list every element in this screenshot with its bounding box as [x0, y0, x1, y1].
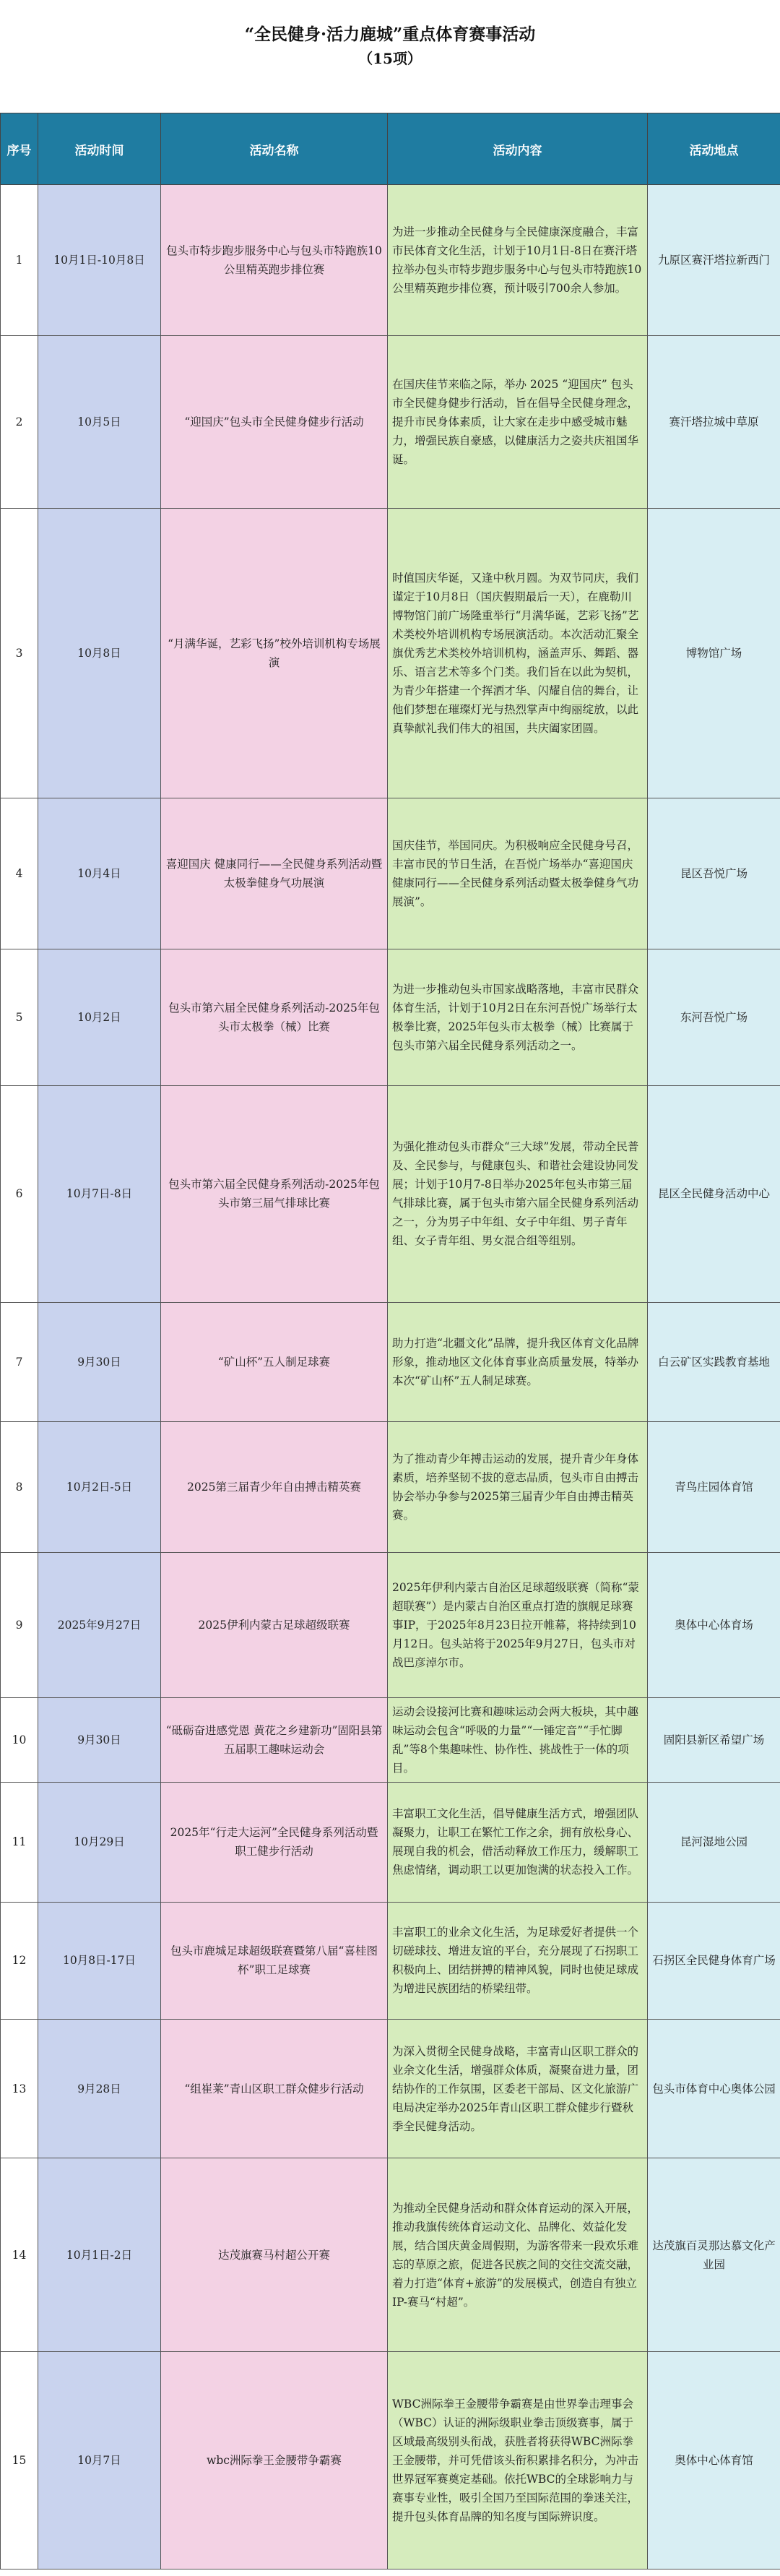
- row-event-name: “组崔莱”青山区职工群众健步行活动: [161, 2019, 388, 2158]
- table-row: [1, 2019, 780, 2158]
- row-event-name: “迎国庆”包头市全民健身健步行活动: [161, 335, 388, 509]
- row-event-name: “矿山杯”五人制足球赛: [161, 1302, 388, 1421]
- table-row: [1, 335, 780, 509]
- row-location: 青鸟庄园体育馆: [648, 1421, 780, 1552]
- row-index: 6: [1, 1085, 38, 1302]
- row-time: 10月7日: [38, 2351, 161, 2569]
- row-location: 昆区全民健身活动中心: [648, 1085, 780, 1302]
- events-table: [0, 113, 780, 2569]
- table-row: [1, 1302, 780, 1421]
- row-event-name: 包头市特步跑步服务中心与包头市特跑族10公里精英跑步排位赛: [161, 185, 388, 336]
- row-index: 14: [1, 2158, 38, 2351]
- row-event-content: 运动会设接河比赛和趣味运动会两大板块，其中趣味运动会包含“呼吸的力量”“一锤定音”“手忙脚乱”等8个集趣味性、协作性、挑战性于一体的项目。: [388, 1697, 648, 1782]
- row-event-content: 为强化推动包头市群众“三大球”发展，带动全民普及、全民参与，与健康包头、和谐社会建设协同发展；计划于10月7-8日举办2025年包头市第三届气排球比赛，属于包头市第六届全民健身系列活动之一，分为男子中年组、女子中年组、男子青年组、女子青年组、男女混合组等组别。: [388, 1085, 648, 1302]
- row-index: 3: [1, 509, 38, 798]
- row-event-name: 2025第三届青少年自由搏击精英赛: [161, 1421, 388, 1552]
- row-location: 包头市体育中心奥体公园: [648, 2019, 780, 2158]
- row-location: 昆区吾悦广场: [648, 798, 780, 949]
- row-location: 固阳县新区希望广场: [648, 1697, 780, 1782]
- row-index: 10: [1, 1697, 38, 1782]
- row-event-content: 丰富职工的业余文化生活，为足球爱好者提供一个切磋球技、增进友谊的平台，充分展现了石拐职工积极向上、团结拼搏的精神风貌，同时也使足球成为增进民族团结的桥梁纽带。: [388, 1903, 648, 2020]
- row-event-content: 为进一步推动包头市国家战略落地，丰富市民群众体育生活，计划于10月2日在东河吾悦广场举行太极拳比赛，2025年包头市太极拳（械）比赛属于包头市第六届全民健身系列活动之一。: [388, 949, 648, 1085]
- row-event-name: 包头市第六届全民健身系列活动-2025年包头市太极拳（械）比赛: [161, 949, 388, 1085]
- row-event-name: 包头市第六届全民健身系列活动-2025年包头市第三届气排球比赛: [161, 1085, 388, 1302]
- row-time: 9月30日: [38, 1697, 161, 1782]
- row-time: 9月30日: [38, 1302, 161, 1421]
- row-time: 10月1日-10月8日: [38, 185, 161, 336]
- table-row: [1, 185, 780, 336]
- row-time: 10月2日: [38, 949, 161, 1085]
- row-index: 4: [1, 798, 38, 949]
- header-location: 活动地点: [648, 113, 780, 185]
- row-event-content: WBC洲际拳王金腰带争霸赛是由世界拳击理事会（WBC）认证的洲际级职业拳击顶级赛事，属于区域最高级别头衔战，获胜者将获得WBC洲际拳王金腰带，并可凭借该头衔积累排名积分，为冲击世界冠军赛奠定基础。依托WBC的全球影响力与赛事专业性，吸引全国乃至国际范围的拳迷关注，提升包头体育品牌的知名度与国际辨识度。: [388, 2351, 648, 2569]
- table-row: [1, 1552, 780, 1697]
- row-location: 东河吾悦广场: [648, 949, 780, 1085]
- row-event-content: 在国庆佳节来临之际，举办 2025 “迎国庆” 包头市全民健身健步行活动，旨在倡导全民健身理念，提升市民身体素质，让大家在走步中感受城市魅力，增强民族自豪感，以健康活力之姿共庆祖国华诞。: [388, 335, 648, 509]
- row-event-name: “月满华诞，艺彩飞扬”校外培训机构专场展演: [161, 509, 388, 798]
- row-location: 博物馆广场: [648, 509, 780, 798]
- row-event-name: 达茂旗赛马村超公开赛: [161, 2158, 388, 2351]
- header-time: 活动时间: [38, 113, 161, 185]
- row-index: 7: [1, 1302, 38, 1421]
- row-event-content: 2025年伊利内蒙古自治区足球超级联赛（简称“蒙超联赛”）是内蒙古自治区重点打造的旗舰足球赛事IP，于2025年8月23日拉开帷幕，将持续到10月12日。包头站将于2025年9月27日，包头市对战巴彦淖尔市。: [388, 1552, 648, 1697]
- table-row: [1, 2158, 780, 2351]
- row-time: 10月5日: [38, 335, 161, 509]
- table-row: [1, 509, 780, 798]
- row-event-name: “砥砺奋进感党恩 黄花之乡建新功”固阳县第五届职工趣味运动会: [161, 1697, 388, 1782]
- row-time: 10月1日-2日: [38, 2158, 161, 2351]
- row-time: 2025年9月27日: [38, 1552, 161, 1697]
- row-event-content: 为进一步推动全民健身与全民健康深度融合，丰富市民体育文化生活，计划于10月1日-8日在赛汗塔拉举办包头市特步跑步服务中心与包头市特跑族10公里精英跑步排位赛，预计吸引700余人参加。: [388, 185, 648, 336]
- row-location: 石拐区全民健身体育广场: [648, 1903, 780, 2020]
- row-event-name: 2025年“行走大运河”全民健身系列活动暨职工健步行活动: [161, 1782, 388, 1902]
- row-index: 8: [1, 1421, 38, 1552]
- row-index: 12: [1, 1903, 38, 2020]
- row-event-content: 国庆佳节，举国同庆。为积极响应全民健身号召，丰富市民的节日生活，在吾悦广场举办“喜迎国庆 健康同行——全民健身系列活动暨太极拳健身气功展演”。: [388, 798, 648, 949]
- row-location: 达茂旗百灵那达慕文化产业园: [648, 2158, 780, 2351]
- row-event-content: 为深入贯彻全民健身战略，丰富青山区职工群众的业余文化生活，增强群众体质，凝聚奋进力量，团结协作的工作氛围，区委老干部局、区文化旅游广电局决定举办2025年青山区职工群众健步行暨秋季全民健身活动。: [388, 2019, 648, 2158]
- row-location: 奥体中心体育馆: [648, 2351, 780, 2569]
- page-subtitle: （15项）: [358, 50, 422, 67]
- table-row: [1, 1903, 780, 2020]
- row-index: 2: [1, 335, 38, 509]
- table-row: [1, 1697, 780, 1782]
- row-location: 赛汗塔拉城中草原: [648, 335, 780, 509]
- table-row: [1, 1782, 780, 1902]
- header-content: 活动内容: [388, 113, 648, 185]
- table-header-row: [1, 113, 780, 185]
- row-event-name: wbc洲际拳王金腰带争霸赛: [161, 2351, 388, 2569]
- row-index: 9: [1, 1552, 38, 1697]
- row-event-content: 时值国庆华诞，又逢中秋月圆。为双节同庆，我们谨定于10月8日（国庆假期最后一天），在鹿勒川博物馆门前广场隆重举行“月满华诞，艺彩飞扬”艺术类校外培训机构专场展演活动。本次活动汇聚全旗优秀艺术类校外培训机构，涵盖声乐、舞蹈、器乐、语言艺术等多个门类。我们旨在以此为契机，为青少年搭建一个挥洒才华、闪耀自信的舞台，让他们梦想在璀璨灯光与热烈掌声中绚丽绽放，以此真挚献礼我们伟大的祖国，共庆阖家团圆。: [388, 509, 648, 798]
- row-index: 5: [1, 949, 38, 1085]
- row-event-name: 喜迎国庆 健康同行——全民健身系列活动暨太极拳健身气功展演: [161, 798, 388, 949]
- row-time: 10月8日-17日: [38, 1903, 161, 2020]
- header-name: 活动名称: [161, 113, 388, 185]
- row-event-content: 为推动全民健身活动和群众体育运动的深入开展，推动我旗传统体育运动文化、品牌化、效益化发展，结合国庆黄金周假期，为游客带来一段欢乐难忘的草原之旅，促进各民族之间的交往交流交融，着力打造“体育+旅游”的发展模式，创造自有独立IP-赛马“村超”。: [388, 2158, 648, 2351]
- row-location: 昆河湿地公园: [648, 1782, 780, 1902]
- row-index: 13: [1, 2019, 38, 2158]
- row-location: 九原区赛汗塔拉新西门: [648, 185, 780, 336]
- row-event-content: 助力打造“北疆文化”品牌，提升我区体育文化品牌形象，推动地区文化体育事业高质量发展，特举办本次“矿山杯”五人制足球赛。: [388, 1302, 648, 1421]
- row-time: 10月7日-8日: [38, 1085, 161, 1302]
- row-location: 奥体中心体育场: [648, 1552, 780, 1697]
- table-row: [1, 1421, 780, 1552]
- row-location: 白云矿区实践教育基地: [648, 1302, 780, 1421]
- row-time: 10月8日: [38, 509, 161, 798]
- row-index: 15: [1, 2351, 38, 2569]
- page-title: “全民健身·活力鹿城”重点体育赛事活动: [244, 25, 536, 44]
- title-block: [0, 22, 780, 69]
- row-index: 1: [1, 185, 38, 336]
- row-event-name: 包头市鹿城足球超级联赛暨第八届“喜桂图杯”职工足球赛: [161, 1903, 388, 2020]
- header-index: 序号: [1, 113, 38, 185]
- table-row: [1, 2351, 780, 2569]
- row-event-content: 为了推动青少年搏击运动的发展，提升青少年身体素质，培养坚韧不拔的意志品质，包头市自由搏击协会举办争参与2025第三届青少年自由搏击精英赛。: [388, 1421, 648, 1552]
- row-index: 11: [1, 1782, 38, 1902]
- row-event-name: 2025伊利内蒙古足球超级联赛: [161, 1552, 388, 1697]
- table-row: [1, 798, 780, 949]
- table-row: [1, 949, 780, 1085]
- row-time: 10月29日: [38, 1782, 161, 1902]
- row-time: 9月28日: [38, 2019, 161, 2158]
- table-row: [1, 1085, 780, 1302]
- row-time: 10月4日: [38, 798, 161, 949]
- row-time: 10月2日-5日: [38, 1421, 161, 1552]
- row-event-content: 丰富职工文化生活，倡导健康生活方式，增强团队凝聚力，让职工在繁忙工作之余，拥有放松身心、展现自我的机会，借活动释放工作压力，缓解职工焦虑情绪，调动职工以更加饱满的状态投入工作。: [388, 1782, 648, 1902]
